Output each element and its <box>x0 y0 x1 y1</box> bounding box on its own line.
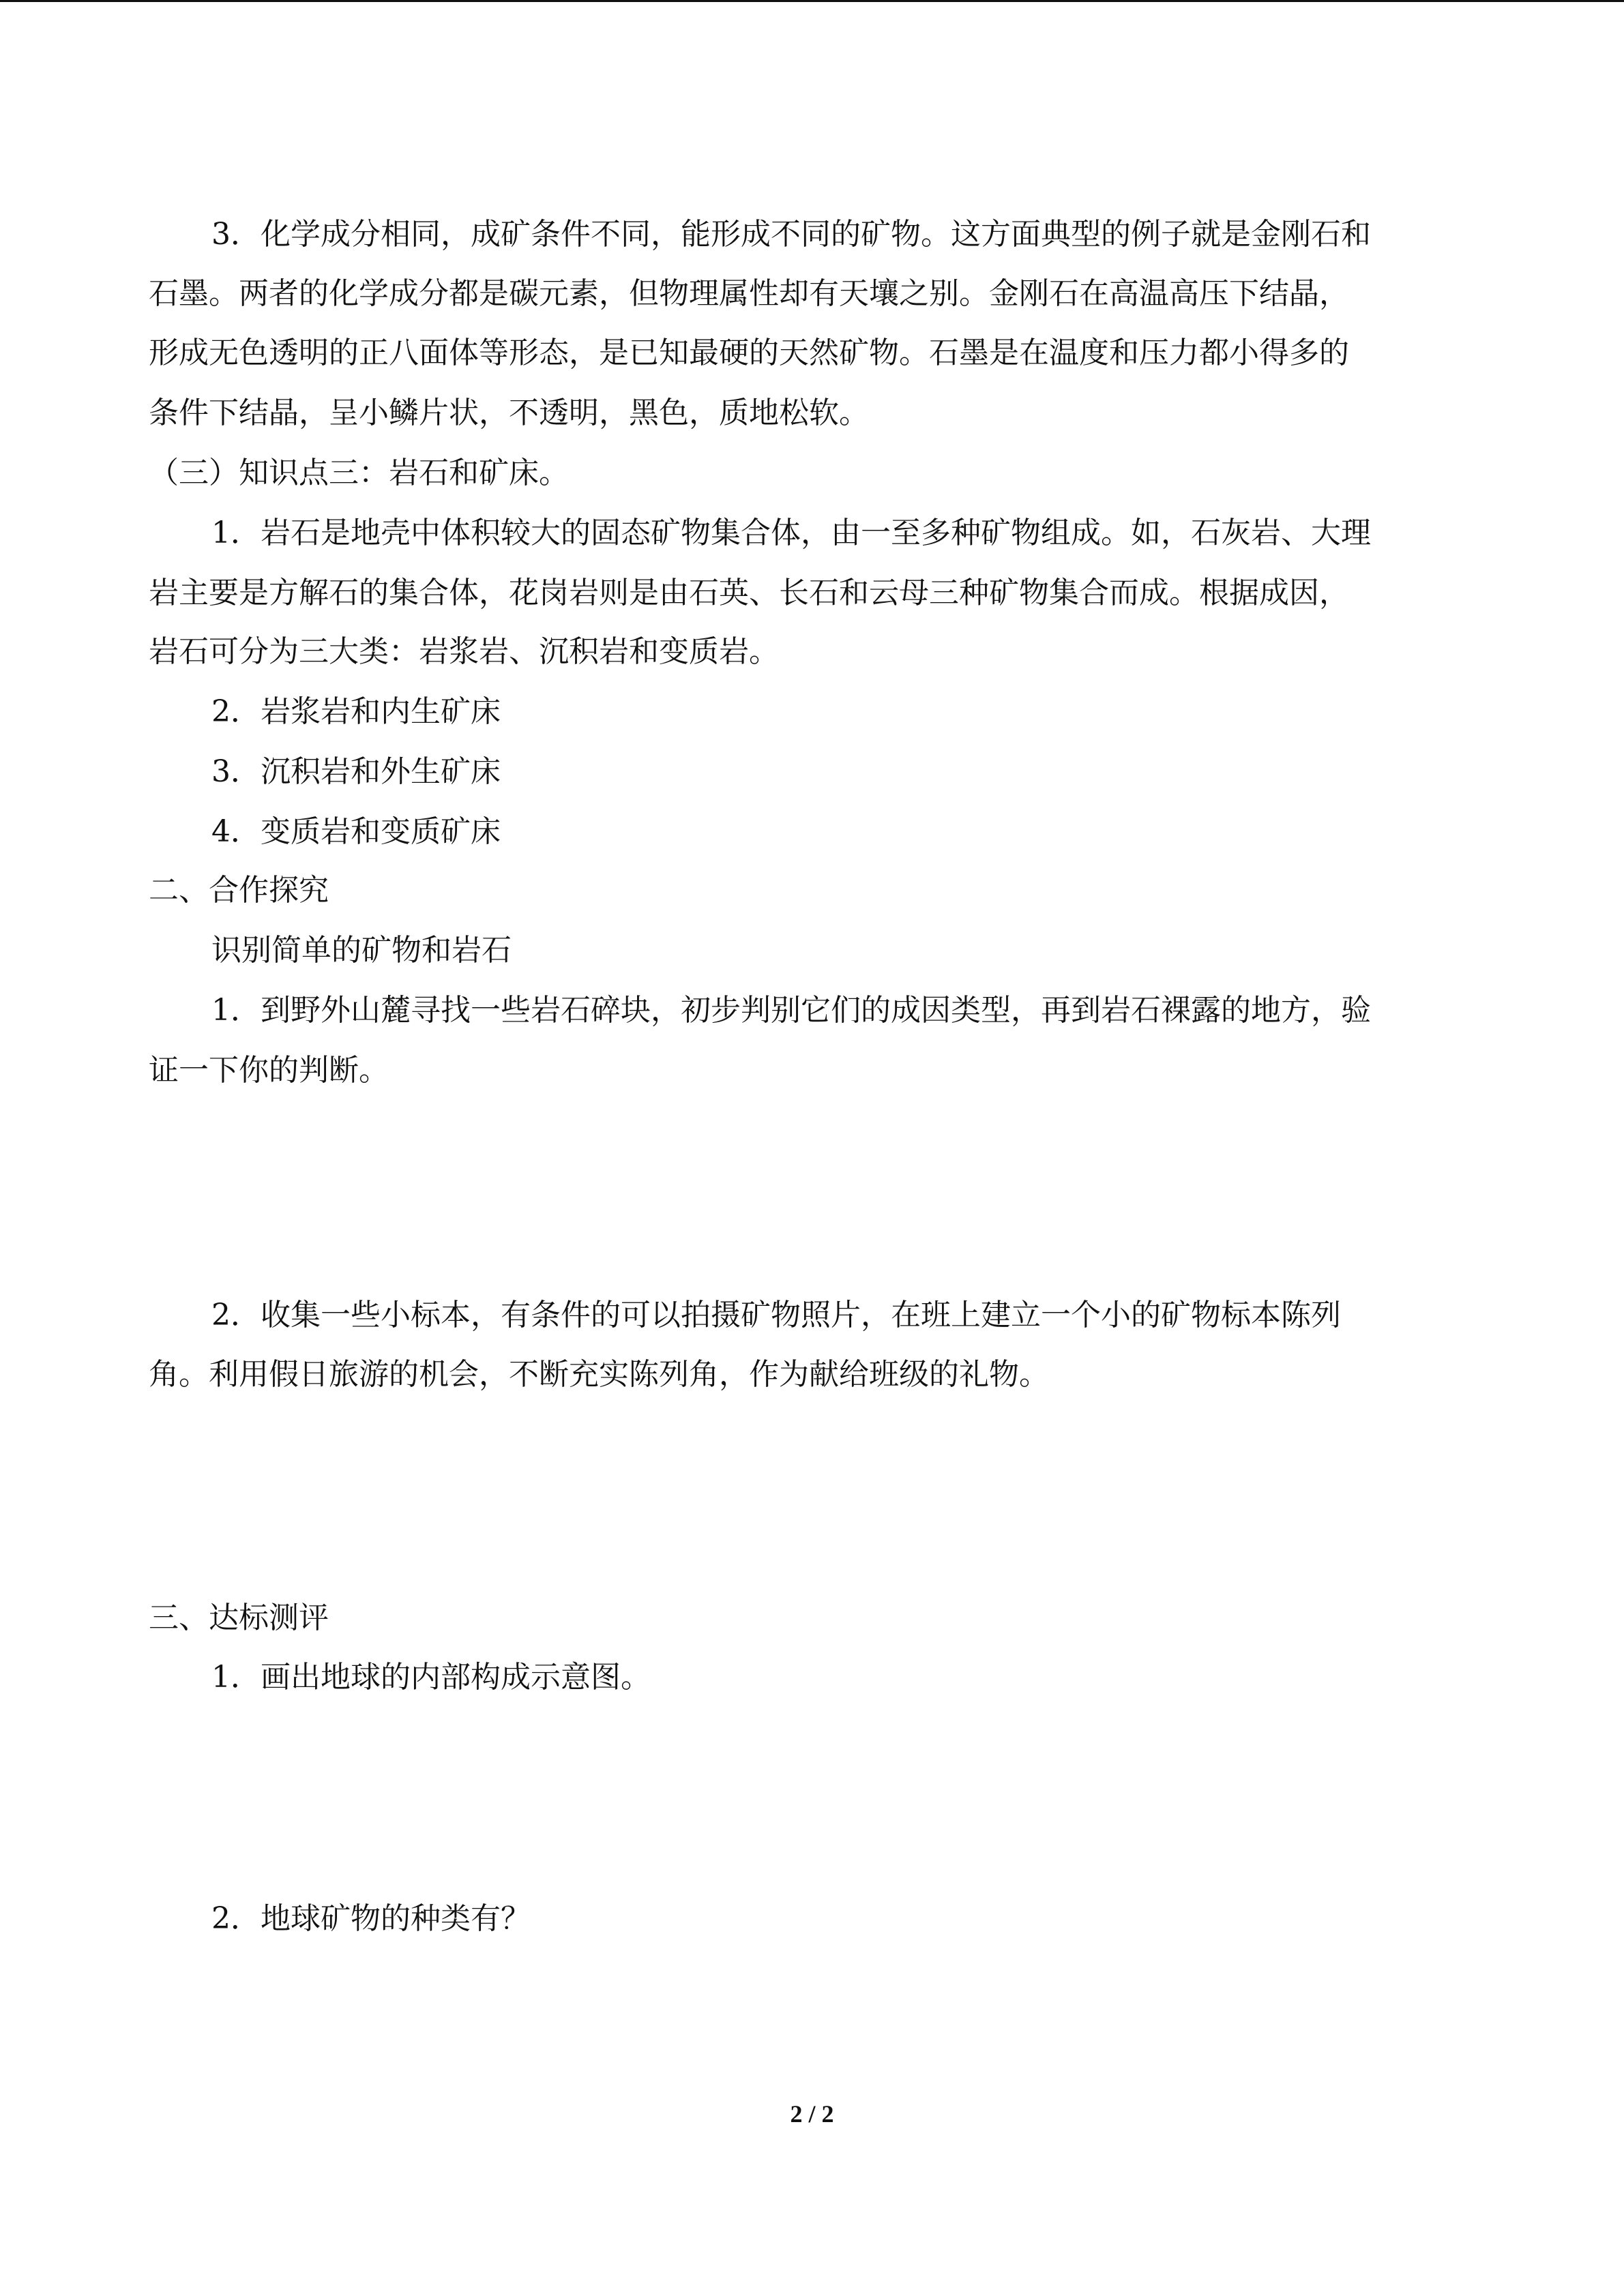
para-3-line-3: 形成无色透明的正八面体等形态，是已知最硬的天然矿物。石墨是在温度和压力都小得多的 <box>149 336 1349 370</box>
test-item-1: 1．画出地球的内部构成示意图。 <box>211 1660 651 1695</box>
para-3-line-2: 石墨。两者的化学成分都是碳元素，但物理属性却有天壤之别。金刚石在高温高压下结晶， <box>149 276 1349 311</box>
explore-2-line-1: 2．收集一些小标本，有条件的可以拍摄矿物照片，在班上建立一个小的矿物标本陈列 <box>211 1298 1341 1332</box>
section-2-subheading: 识别简单的矿物和岩石 <box>211 933 512 968</box>
section-2-heading: 二、合作探究 <box>149 873 329 908</box>
knowledge-point-3-heading: （三）知识点三：岩石和矿床。 <box>149 456 569 490</box>
explore-1-line-2: 证一下你的判断。 <box>149 1053 389 1088</box>
explore-1-line-1: 1．到野外山麓寻找一些岩石碎块，初步判别它们的成因类型，再到岩石裸露的地方，验 <box>211 993 1371 1028</box>
rock-para-line-1: 1．岩石是地壳中体积较大的固态矿物集合体，由一至多种矿物组成。如，石灰岩、大理 <box>211 516 1371 550</box>
section-3-heading: 三、达标测评 <box>149 1600 329 1635</box>
document-page <box>149 0 1475 2296</box>
rock-para-line-2: 岩主要是方解石的集合体，花岗岩则是由石英、长石和云母三种矿物集合而成。根据成因， <box>149 576 1349 610</box>
rock-item-4: 4．变质岩和变质矿床 <box>211 814 501 849</box>
test-item-2: 2．地球矿物的种类有？ <box>211 1901 531 1936</box>
page-number: 2 / 2 <box>790 2100 834 2128</box>
rock-item-3: 3．沉积岩和外生矿床 <box>211 754 501 789</box>
explore-2-line-2: 角。利用假日旅游的机会，不断充实陈列角，作为献给班级的礼物。 <box>149 1357 1049 1392</box>
rock-item-2: 2．岩浆岩和内生矿床 <box>211 694 501 729</box>
para-3-line-4: 条件下结晶，呈小鳞片状，不透明，黑色，质地松软。 <box>149 396 869 430</box>
rock-para-line-3: 岩石可分为三大类：岩浆岩、沉积岩和变质岩。 <box>149 634 779 669</box>
para-3-line-1: 3．化学成分相同，成矿条件不同，能形成不同的矿物。这方面典型的例子就是金刚石和 <box>211 217 1371 252</box>
